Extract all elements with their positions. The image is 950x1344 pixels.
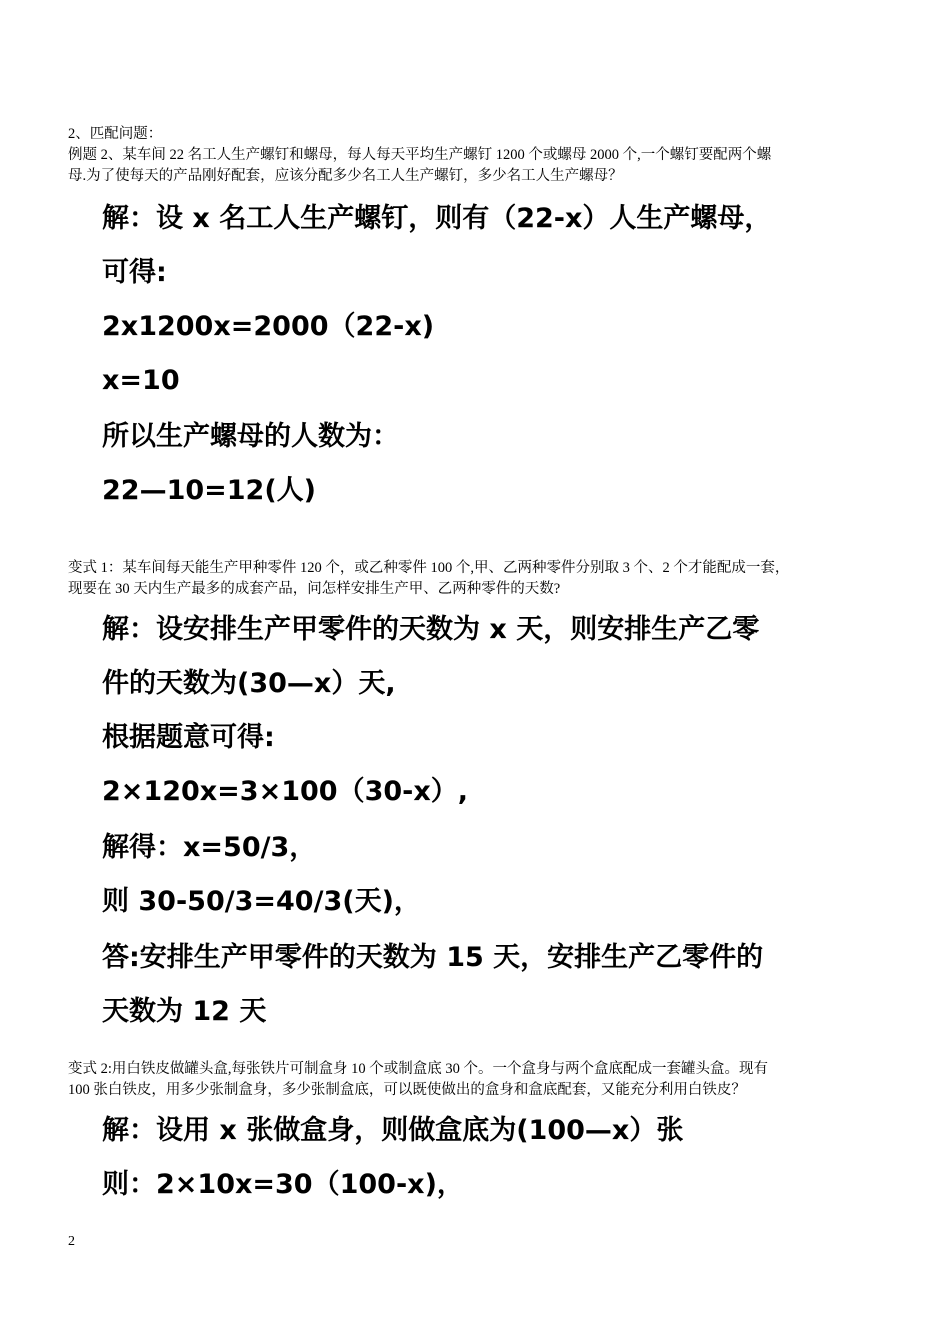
variant2-problem-line-2: 100 张白铁皮，用多少张制盒身，多少张制盒底，可以既使做出的盒身和盒底配套，又能充分利用白铁皮？	[68, 1082, 746, 1098]
variant1-solution-line-2: 件的天数为(30—x）天,	[102, 668, 396, 699]
variant1-solution-line-8: 天数为 12 天	[102, 996, 267, 1027]
example2-solution-line-5: 所以生产螺母的人数为：	[102, 421, 399, 452]
variant1-solution-line-5: 解得：x=50/3，	[102, 832, 317, 863]
example2-problem-line-1: 例题 2、某车间 22 名工人生产螺钉和螺母，每人每天平均生产螺钉 1200 个或螺母 2000 个,一个螺钉要配两个螺	[68, 147, 772, 163]
example2-solution-line-3: 2x1200x=2000（22-x)	[102, 311, 435, 342]
variant1-solution-line-6: 则 30-50/3=40/3(天)，	[102, 886, 421, 917]
variant1-solution-line-1: 解：设安排生产甲零件的天数为 x 天，则安排生产乙零	[102, 614, 760, 645]
variant1-solution-line-3: 根据题意可得:	[102, 722, 275, 753]
example2-solution-line-6: 22—10=12(人)	[102, 475, 317, 506]
example2-solution-line-1: 解：设 x 名工人生产螺钉，则有（22-x）人生产螺母，	[102, 203, 772, 234]
example2-solution-line-2: 可得:	[102, 257, 167, 288]
variant1-problem-line-1: 变式 1：某车间每天能生产甲种零件 120 个，或乙种零件 100 个,甲、乙两种零件分别取 3 个、2 个才能配成一套，	[68, 560, 790, 576]
variant2-solution-line-2: 则：2×10x=30（100-x)，	[102, 1169, 464, 1200]
variant1-problem-line-2: 现要在 30 天内生产最多的成套产品，问怎样安排生产甲、乙两种零件的天数?	[68, 581, 561, 597]
variant1-solution-line-4: 2×120x=3×100（30-x）,	[102, 776, 469, 807]
page-number: 2	[68, 1234, 75, 1249]
variant1-solution-line-7: 答:安排生产甲零件的天数为 15 天，安排生产乙零件的	[102, 942, 764, 973]
example2-problem-line-2: 母.为了使每天的产品刚好配套，应该分配多少名工人生产螺钉，多少名工人生产螺母？	[68, 168, 623, 184]
section-heading: 2、匹配问题：	[68, 126, 163, 142]
example2-solution-line-4: x=10	[102, 365, 180, 396]
variant2-problem-line-1: 变式 2:用白铁皮做罐头盒,每张铁片可制盒身 10 个或制盒底 30 个。一个盒身与两个盒底配成一套罐头盒。现有	[68, 1061, 769, 1077]
variant2-solution-line-1: 解：设用 x 张做盒身，则做盒底为(100—x）张	[102, 1115, 684, 1146]
